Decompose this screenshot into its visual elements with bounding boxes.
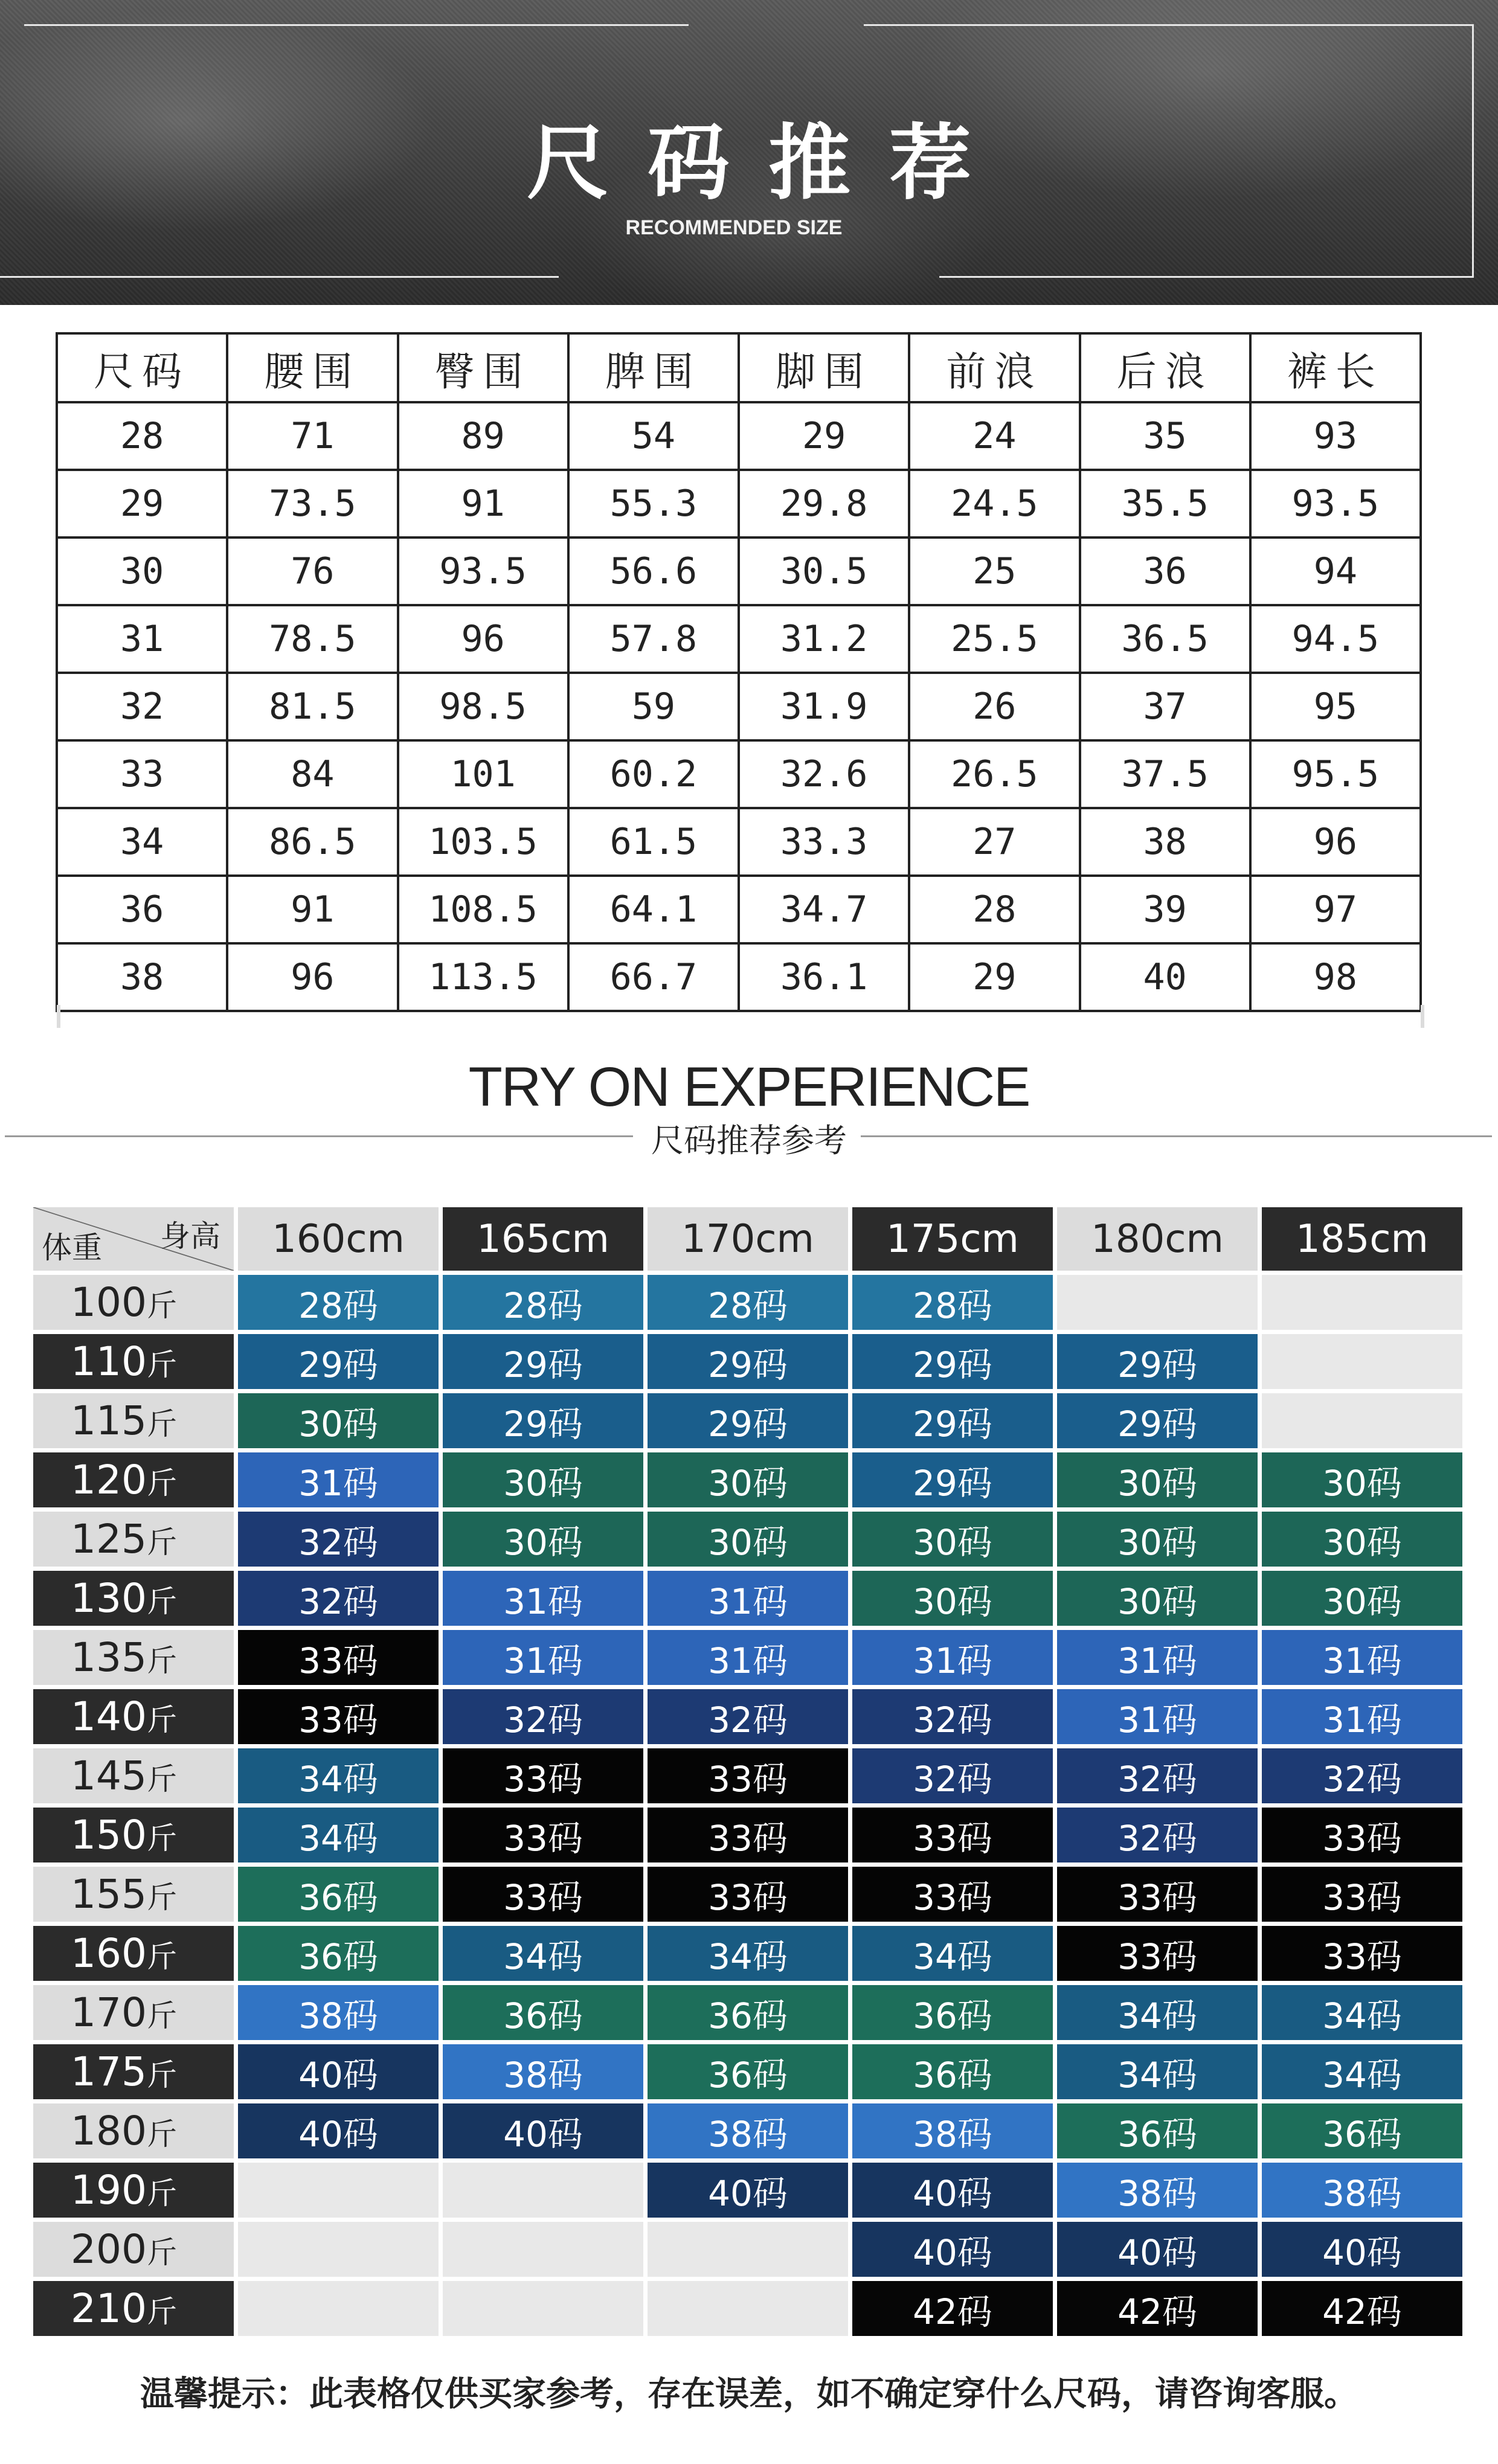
- weight-value: 145: [71, 1753, 147, 1799]
- measure-cell: 32.6: [739, 740, 909, 808]
- measure-cell: 24: [909, 402, 1079, 470]
- grid-size-cell: 30码: [443, 1452, 643, 1507]
- grid-size-cell: 29码: [852, 1393, 1053, 1448]
- weight-value: 125: [71, 1516, 147, 1562]
- measure-cell: 33: [57, 740, 227, 808]
- grid-size-cell: 36码: [443, 1985, 643, 2040]
- measure-row: [57, 537, 1421, 605]
- grid-size-cell: 38码: [238, 1985, 439, 2040]
- weight-unit: 斤: [146, 1347, 177, 1382]
- measure-cell: 25: [909, 537, 1079, 605]
- grid-size-cell: 36码: [238, 1926, 439, 1981]
- grid-weight-cell: [33, 1689, 234, 1744]
- grid-header-row: [33, 1207, 1462, 1271]
- measure-cell: 96: [1250, 808, 1421, 876]
- measure-row: [57, 673, 1421, 740]
- measure-cell: 37.5: [1080, 740, 1250, 808]
- grid-size-cell: 36码: [238, 1867, 439, 1922]
- grid-size-cell: 30码: [852, 1512, 1053, 1567]
- measure-cell: 57.8: [568, 605, 739, 673]
- weight-unit: 斤: [146, 1466, 177, 1501]
- measure-header-cell: 尺码: [57, 333, 227, 402]
- grid-size-cell: 32码: [443, 1689, 643, 1744]
- grid-size-cell: 28码: [852, 1275, 1053, 1330]
- grid-size-cell: 33码: [648, 1808, 848, 1862]
- measure-cell: 78.5: [227, 605, 397, 673]
- grid-size-cell: 34码: [1057, 1985, 1258, 2040]
- page-subtitle: RECOMMENDED SIZE: [625, 216, 843, 239]
- grid-weight-cell: [33, 2044, 234, 2099]
- grid-size-cell: 29码: [852, 1334, 1053, 1389]
- grid-size-cell: 32码: [852, 1748, 1053, 1803]
- measure-row: [57, 605, 1421, 673]
- grid-size-cell: 36码: [1057, 2103, 1258, 2158]
- grid-size-cell: 42码: [852, 2281, 1053, 2336]
- grid-row: [33, 1808, 1462, 1862]
- weight-unit: 斤: [146, 1584, 177, 1619]
- grid-empty-cell: [443, 2222, 643, 2277]
- grid-weight-cell: [33, 2222, 234, 2277]
- weight-value: 155: [71, 1871, 147, 1917]
- weight-value: 170: [71, 1989, 147, 2036]
- grid-row: [33, 1689, 1462, 1744]
- grid-height-header: 180cm: [1057, 1207, 1258, 1271]
- measure-cell: 30.5: [739, 537, 909, 605]
- grid-size-cell: 36码: [648, 2044, 848, 2099]
- measure-row: [57, 808, 1421, 876]
- weight-value: 135: [71, 1634, 147, 1681]
- measure-cell: 28: [909, 876, 1079, 943]
- measure-cell: 59: [568, 673, 739, 740]
- measure-cell: 37: [1080, 673, 1250, 740]
- measure-cell: 97: [1250, 876, 1421, 943]
- measure-cell: 73.5: [227, 470, 397, 537]
- grid-size-cell: 30码: [1057, 1512, 1258, 1567]
- measure-cell: 35: [1080, 402, 1250, 470]
- try-on-subtitle: 尺码推荐参考: [651, 1121, 847, 1160]
- grid-size-cell: 36码: [852, 1985, 1053, 2040]
- measure-cell: 36: [57, 876, 227, 943]
- weight-value: 200: [71, 2226, 147, 2273]
- grid-height-header: 185cm: [1262, 1207, 1462, 1271]
- measure-cell: 36: [1080, 537, 1250, 605]
- measure-cell: 81.5: [227, 673, 397, 740]
- frame-line-bottom-left: [0, 276, 559, 278]
- grid-size-cell: 28码: [238, 1275, 439, 1330]
- measure-cell: 32: [57, 673, 227, 740]
- weight-value: 140: [71, 1693, 147, 1740]
- grid-weight-cell: [33, 1571, 234, 1626]
- grid-row: [33, 1275, 1462, 1330]
- grid-weight-cell: [33, 2163, 234, 2218]
- measure-cell: 38: [1080, 808, 1250, 876]
- measure-cell: 25.5: [909, 605, 1079, 673]
- grid-empty-cell: [1057, 1275, 1258, 1330]
- weight-value: 100: [71, 1279, 147, 1326]
- grid-size-cell: 40码: [1057, 2222, 1258, 2277]
- grid-size-cell: 34码: [852, 1926, 1053, 1981]
- measure-cell: 95: [1250, 673, 1421, 740]
- measure-row: [57, 740, 1421, 808]
- table-tick-right: [1421, 1005, 1424, 1028]
- grid-row: [33, 1748, 1462, 1803]
- grid-empty-cell: [1262, 1393, 1462, 1448]
- measure-cell: 35.5: [1080, 470, 1250, 537]
- measure-header-cell: 脾围: [568, 333, 739, 402]
- measure-cell: 24.5: [909, 470, 1079, 537]
- grid-empty-cell: [648, 2222, 848, 2277]
- grid-size-cell: 30码: [1057, 1571, 1258, 1626]
- grid-row: [33, 1867, 1462, 1922]
- footer-note: 温馨提示：此表格仅供买家参考，存在误差，如不确定穿什么尺码，请咨询客服。: [140, 2375, 1358, 2414]
- measure-cell: 28: [57, 402, 227, 470]
- measure-cell: 86.5: [227, 808, 397, 876]
- measure-cell: 29: [909, 943, 1079, 1011]
- measure-cell: 96: [227, 943, 397, 1011]
- measure-header-cell: 前浪: [909, 333, 1079, 402]
- grid-size-cell: 29码: [1057, 1393, 1258, 1448]
- grid-size-cell: 28码: [648, 1275, 848, 1330]
- weight-unit: 斤: [146, 1939, 177, 1974]
- grid-size-cell: 40码: [648, 2163, 848, 2218]
- grid-size-cell: 29码: [852, 1452, 1053, 1507]
- measure-cell: 103.5: [398, 808, 568, 876]
- grid-weight-cell: [33, 1630, 234, 1685]
- grid-size-cell: 33码: [852, 1808, 1053, 1862]
- grid-size-cell: 33码: [443, 1867, 643, 1922]
- grid-size-cell: 33码: [238, 1630, 439, 1685]
- measure-cell: 61.5: [568, 808, 739, 876]
- grid-size-cell: 32码: [1057, 1748, 1258, 1803]
- grid-size-cell: 40码: [852, 2163, 1053, 2218]
- weight-value: 130: [71, 1575, 147, 1622]
- grid-size-cell: 30码: [852, 1571, 1053, 1626]
- grid-size-cell: 33码: [1057, 1926, 1258, 1981]
- weight-value: 190: [71, 2167, 147, 2213]
- measure-cell: 101: [398, 740, 568, 808]
- weight-value: 150: [71, 1812, 147, 1858]
- grid-row: [33, 1512, 1462, 1567]
- measure-cell: 36.1: [739, 943, 909, 1011]
- grid-weight-cell: [33, 1275, 234, 1330]
- grid-weight-cell: [33, 1512, 234, 1567]
- grid-size-cell: 31码: [1262, 1689, 1462, 1744]
- grid-size-cell: 33码: [648, 1867, 848, 1922]
- grid-size-cell: 30码: [1262, 1512, 1462, 1567]
- weight-value: 110: [71, 1338, 147, 1385]
- grid-size-cell: 42码: [1262, 2281, 1462, 2336]
- grid-size-cell: 40码: [238, 2103, 439, 2158]
- grid-size-cell: 36码: [852, 2044, 1053, 2099]
- grid-size-cell: 38码: [443, 2044, 643, 2099]
- grid-size-cell: 40码: [238, 2044, 439, 2099]
- grid-weight-cell: [33, 1748, 234, 1803]
- grid-size-cell: 33码: [443, 1808, 643, 1862]
- weight-unit: 斤: [146, 2058, 177, 2093]
- grid-size-cell: 34码: [238, 1748, 439, 1803]
- weight-value: 115: [71, 1397, 147, 1444]
- weight-unit: 斤: [146, 1288, 177, 1323]
- grid-size-cell: 33码: [1262, 1867, 1462, 1922]
- measure-cell: 38: [57, 943, 227, 1011]
- measure-cell: 95.5: [1250, 740, 1421, 808]
- grid-size-cell: 30码: [443, 1512, 643, 1567]
- size-recommendation-grid: [29, 1203, 1467, 2340]
- grid-empty-cell: [443, 2281, 643, 2336]
- grid-row: [33, 2222, 1462, 2277]
- measure-cell: 40: [1080, 943, 1250, 1011]
- weight-value: 180: [71, 2108, 147, 2154]
- grid-empty-cell: [1262, 1275, 1462, 1330]
- grid-size-cell: 34码: [238, 1808, 439, 1862]
- measure-cell: 94.5: [1250, 605, 1421, 673]
- grid-row: [33, 1334, 1462, 1389]
- grid-size-cell: 31码: [1262, 1630, 1462, 1685]
- grid-size-cell: 30码: [648, 1512, 848, 1567]
- grid-size-cell: 40码: [1262, 2222, 1462, 2277]
- frame-line-top-left: [24, 24, 689, 26]
- grid-weight-cell: [33, 1334, 234, 1389]
- grid-row: [33, 2044, 1462, 2099]
- grid-weight-cell: [33, 1867, 234, 1922]
- measure-cell: 64.1: [568, 876, 739, 943]
- measure-cell: 26: [909, 673, 1079, 740]
- grid-height-header: 175cm: [852, 1207, 1053, 1271]
- weight-unit: 斤: [146, 1407, 177, 1442]
- weight-unit: 斤: [146, 1702, 177, 1737]
- weight-value: 160: [71, 1930, 147, 1977]
- corner-height-label: 身高: [160, 1219, 220, 1254]
- grid-row: [33, 1985, 1462, 2040]
- grid-size-cell: 32码: [238, 1512, 439, 1567]
- grid-empty-cell: [648, 2281, 848, 2336]
- grid-size-cell: 29码: [443, 1334, 643, 1389]
- grid-size-cell: 29码: [648, 1393, 848, 1448]
- grid-height-header: 160cm: [238, 1207, 439, 1271]
- grid-size-cell: 31码: [1057, 1689, 1258, 1744]
- grid-size-cell: 33码: [1262, 1808, 1462, 1862]
- grid-weight-cell: [33, 1808, 234, 1862]
- measure-cell: 113.5: [398, 943, 568, 1011]
- measure-header-cell: 后浪: [1080, 333, 1250, 402]
- header-banner: [0, 0, 1498, 305]
- weight-unit: 斤: [146, 1821, 177, 1856]
- grid-empty-cell: [238, 2222, 439, 2277]
- grid-empty-cell: [238, 2281, 439, 2336]
- grid-size-cell: 30码: [238, 1393, 439, 1448]
- grid-size-cell: 33码: [1057, 1867, 1258, 1922]
- measure-cell: 29: [57, 470, 227, 537]
- weight-unit: 斤: [146, 1998, 177, 2033]
- measure-cell: 60.2: [568, 740, 739, 808]
- grid-size-cell: 38码: [648, 2103, 848, 2158]
- grid-size-cell: 33码: [1262, 1926, 1462, 1981]
- grid-size-cell: 34码: [1262, 2044, 1462, 2099]
- measure-cell: 76: [227, 537, 397, 605]
- measurement-table: [56, 332, 1422, 1012]
- grid-row: [33, 2163, 1462, 2218]
- grid-size-cell: 33码: [648, 1748, 848, 1803]
- grid-size-cell: 31码: [1057, 1630, 1258, 1685]
- grid-weight-cell: [33, 1452, 234, 1507]
- grid-size-cell: 32码: [238, 1571, 439, 1626]
- measure-cell: 56.6: [568, 537, 739, 605]
- grid-size-cell: 29码: [238, 1334, 439, 1389]
- grid-size-cell: 31码: [238, 1452, 439, 1507]
- measure-cell: 93.5: [1250, 470, 1421, 537]
- grid-row: [33, 1452, 1462, 1507]
- measure-cell: 33.3: [739, 808, 909, 876]
- measure-cell: 34.7: [739, 876, 909, 943]
- weight-unit: 斤: [146, 2117, 177, 2152]
- measure-cell: 26.5: [909, 740, 1079, 808]
- grid-row: [33, 1926, 1462, 1981]
- grid-weight-cell: [33, 1393, 234, 1448]
- measure-cell: 96: [398, 605, 568, 673]
- measure-cell: 39: [1080, 876, 1250, 943]
- grid-size-cell: 42码: [1057, 2281, 1258, 2336]
- measure-cell: 89: [398, 402, 568, 470]
- weight-value: 210: [71, 2285, 147, 2332]
- measure-cell: 98: [1250, 943, 1421, 1011]
- grid-size-cell: 38码: [852, 2103, 1053, 2158]
- measure-cell: 84: [227, 740, 397, 808]
- grid-size-cell: 33码: [443, 1748, 643, 1803]
- grid-empty-cell: [238, 2163, 439, 2218]
- page-title: 尺码推荐: [527, 116, 1010, 211]
- measure-cell: 66.7: [568, 943, 739, 1011]
- measure-row: [57, 470, 1421, 537]
- grid-size-cell: 32码: [1262, 1748, 1462, 1803]
- grid-size-cell: 32码: [1057, 1808, 1258, 1862]
- measure-cell: 55.3: [568, 470, 739, 537]
- grid-height-header: 170cm: [648, 1207, 848, 1271]
- measure-cell: 54: [568, 402, 739, 470]
- measure-cell: 98.5: [398, 673, 568, 740]
- grid-size-cell: 34码: [1057, 2044, 1258, 2099]
- weight-unit: 斤: [146, 1643, 177, 1678]
- measure-header-cell: 裤长: [1250, 333, 1421, 402]
- grid-size-cell: 34码: [648, 1926, 848, 1981]
- weight-unit: 斤: [146, 1525, 177, 1560]
- grid-row: [33, 1630, 1462, 1685]
- grid-size-cell: 38码: [1057, 2163, 1258, 2218]
- frame-line-top-right: [864, 24, 1474, 26]
- grid-size-cell: 34码: [443, 1926, 643, 1981]
- grid-row: [33, 1571, 1462, 1626]
- grid-size-cell: 34码: [1262, 1985, 1462, 2040]
- grid-size-cell: 40码: [443, 2103, 643, 2158]
- grid-weight-cell: [33, 2103, 234, 2158]
- measure-cell: 93: [1250, 402, 1421, 470]
- weight-unit: 斤: [146, 1762, 177, 1797]
- measure-cell: 29: [739, 402, 909, 470]
- measure-header-cell: 脚围: [739, 333, 909, 402]
- weight-unit: 斤: [146, 2176, 177, 2211]
- grid-size-cell: 31码: [648, 1630, 848, 1685]
- try-on-title: TRY ON EXPERIENCE: [468, 1056, 1030, 1118]
- grid-size-cell: 31码: [443, 1571, 643, 1626]
- grid-weight-cell: [33, 1985, 234, 2040]
- measure-cell: 29.8: [739, 470, 909, 537]
- measure-cell: 30: [57, 537, 227, 605]
- grid-size-cell: 30码: [1262, 1571, 1462, 1626]
- measure-row: [57, 876, 1421, 943]
- grid-weight-cell: [33, 1926, 234, 1981]
- grid-size-cell: 38码: [1262, 2163, 1462, 2218]
- weight-unit: 斤: [146, 2235, 177, 2270]
- grid-row: [33, 1393, 1462, 1448]
- grid-weight-cell: [33, 2281, 234, 2336]
- grid-row: [33, 2103, 1462, 2158]
- grid-size-cell: 36码: [1262, 2103, 1462, 2158]
- grid-size-cell: 31码: [852, 1630, 1053, 1685]
- grid-size-cell: 30码: [648, 1452, 848, 1507]
- measure-header-row: [57, 333, 1421, 402]
- corner-weight-label: 体重: [42, 1230, 102, 1265]
- grid-size-cell: 29码: [1057, 1334, 1258, 1389]
- grid-size-cell: 40码: [852, 2222, 1053, 2277]
- table-tick-left: [57, 1005, 60, 1028]
- grid-size-cell: 32码: [852, 1689, 1053, 1744]
- measure-cell: 91: [398, 470, 568, 537]
- grid-size-cell: 30码: [1262, 1452, 1462, 1507]
- measure-cell: 108.5: [398, 876, 568, 943]
- measure-cell: 71: [227, 402, 397, 470]
- grid-size-cell: 36码: [648, 1985, 848, 2040]
- grid-size-cell: 28码: [443, 1275, 643, 1330]
- weight-unit: 斤: [146, 1880, 177, 1915]
- grid-empty-cell: [443, 2163, 643, 2218]
- grid-size-cell: 33码: [238, 1689, 439, 1744]
- grid-height-header: 165cm: [443, 1207, 643, 1271]
- measure-cell: 31.2: [739, 605, 909, 673]
- measure-header-cell: 臀围: [398, 333, 568, 402]
- grid-size-cell: 31码: [648, 1571, 848, 1626]
- weight-value: 120: [71, 1457, 147, 1503]
- measure-cell: 91: [227, 876, 397, 943]
- measure-cell: 31.9: [739, 673, 909, 740]
- grid-row: [33, 2281, 1462, 2336]
- measure-cell: 36.5: [1080, 605, 1250, 673]
- measure-header-cell: 腰围: [227, 333, 397, 402]
- measure-cell: 27: [909, 808, 1079, 876]
- grid-corner-cell: [33, 1207, 234, 1271]
- grid-size-cell: 33码: [852, 1867, 1053, 1922]
- grid-size-cell: 29码: [648, 1334, 848, 1389]
- grid-size-cell: 32码: [648, 1689, 848, 1744]
- frame-line-bottom-right: [939, 276, 1474, 278]
- measure-cell: 31: [57, 605, 227, 673]
- weight-unit: 斤: [146, 2294, 177, 2329]
- grid-size-cell: 29码: [443, 1393, 643, 1448]
- grid-empty-cell: [1262, 1334, 1462, 1389]
- measure-row: [57, 943, 1421, 1011]
- measure-cell: 34: [57, 808, 227, 876]
- weight-value: 175: [71, 2049, 147, 2095]
- measure-cell: 93.5: [398, 537, 568, 605]
- measure-cell: 94: [1250, 537, 1421, 605]
- grid-size-cell: 31码: [443, 1630, 643, 1685]
- measure-row: [57, 402, 1421, 470]
- grid-size-cell: 30码: [1057, 1452, 1258, 1507]
